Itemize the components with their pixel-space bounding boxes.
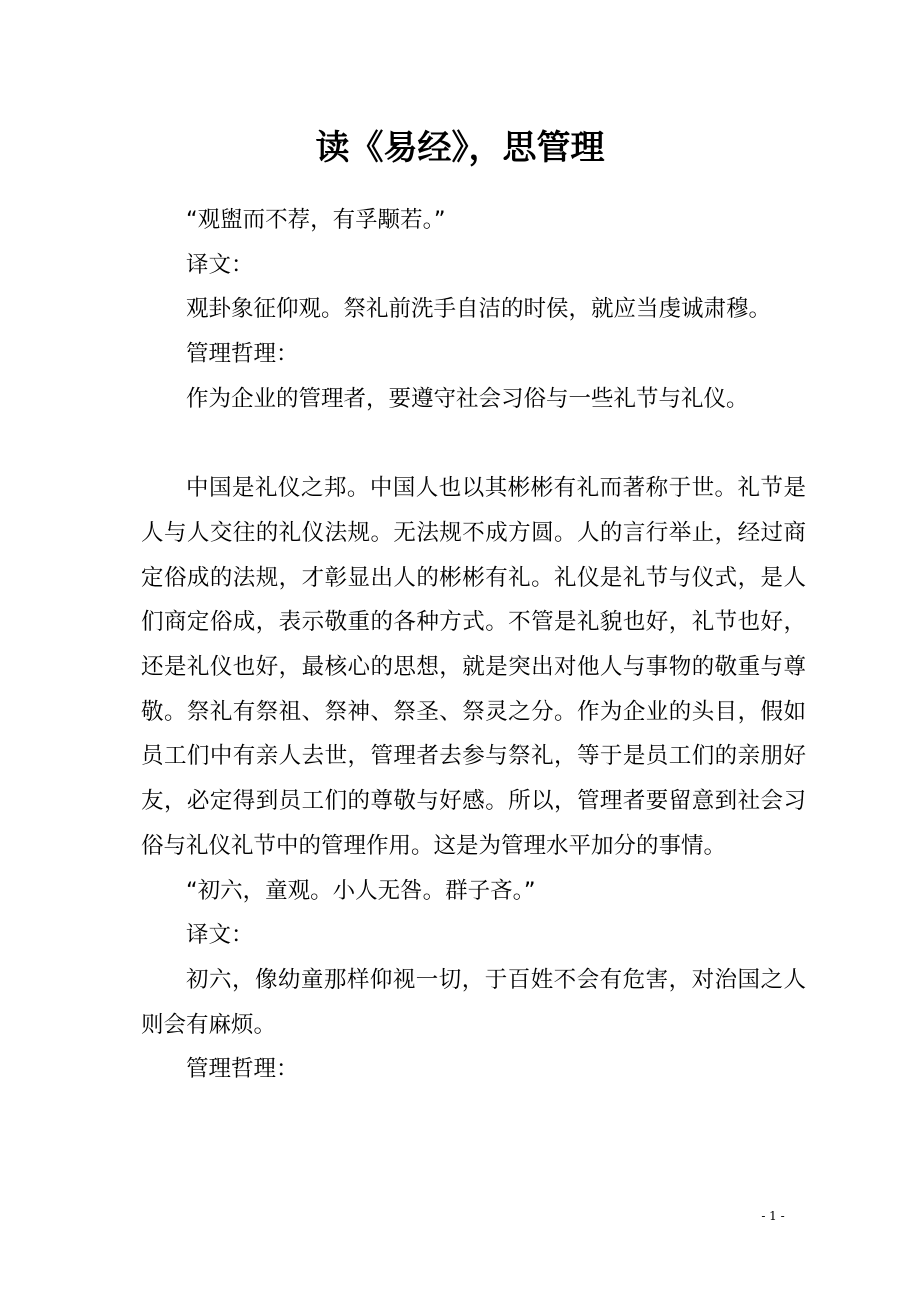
body-paragraph: 中国是礼仪之邦。中国人也以其彬彬有礼而著称于世。礼节是人与人交往的礼仪法规。无法规不成方圆。人的言行举止，经过商定俗成的法规，才彰显出人的彬彬有礼。礼仪是礼节与仪式，是人们商定俗成，表示敬重的各种方式。不管是礼貌也好，礼节也好，还是礼仪也好，最核心的思想，就是突出对他人与事物的敬重与尊敬。祭礼有祭祖、祭神、祭圣、祭灵之分。作为企业的头目，假如员工们中有亲人去世，管理者去参与祭礼，等于是员工们的亲朋好友，必定得到员工们的尊敬与好感。所以，管理者要留意到社会习俗与礼仪礼节中的管理作用。这是为管理水平加分的事情。 bbox=[141, 475, 806, 859]
management-heading: 管理哲理： bbox=[186, 341, 299, 368]
management-paragraph: 作为企业的管理者，要遵守社会习俗与一些礼节与礼仪。 bbox=[186, 385, 749, 412]
quote-paragraph: “初六，童观。小人无咎。群子吝。” bbox=[186, 877, 536, 904]
management-heading: 管理哲理： bbox=[186, 1056, 299, 1083]
translation-paragraph: 观卦象征仰观。祭礼前洗手自洁的时侯，就应当虔诚肃穆。 bbox=[186, 296, 772, 323]
translation-paragraph: 初六，像幼童那样仰视一切，于百姓不会有危害，对治国之人则会有麻烦。 bbox=[141, 966, 806, 1038]
document-title: 读《易经》，思管理 bbox=[315, 128, 605, 168]
page-number: - 1 - bbox=[761, 1209, 785, 1223]
document-body bbox=[141, 198, 806, 1092]
empty-paragraph bbox=[141, 422, 806, 467]
translation-heading: 译文： bbox=[186, 251, 254, 278]
quote-paragraph: “观盥而不荐，有孚颙若。” bbox=[186, 207, 446, 233]
translation-heading: 译文： bbox=[186, 922, 254, 949]
